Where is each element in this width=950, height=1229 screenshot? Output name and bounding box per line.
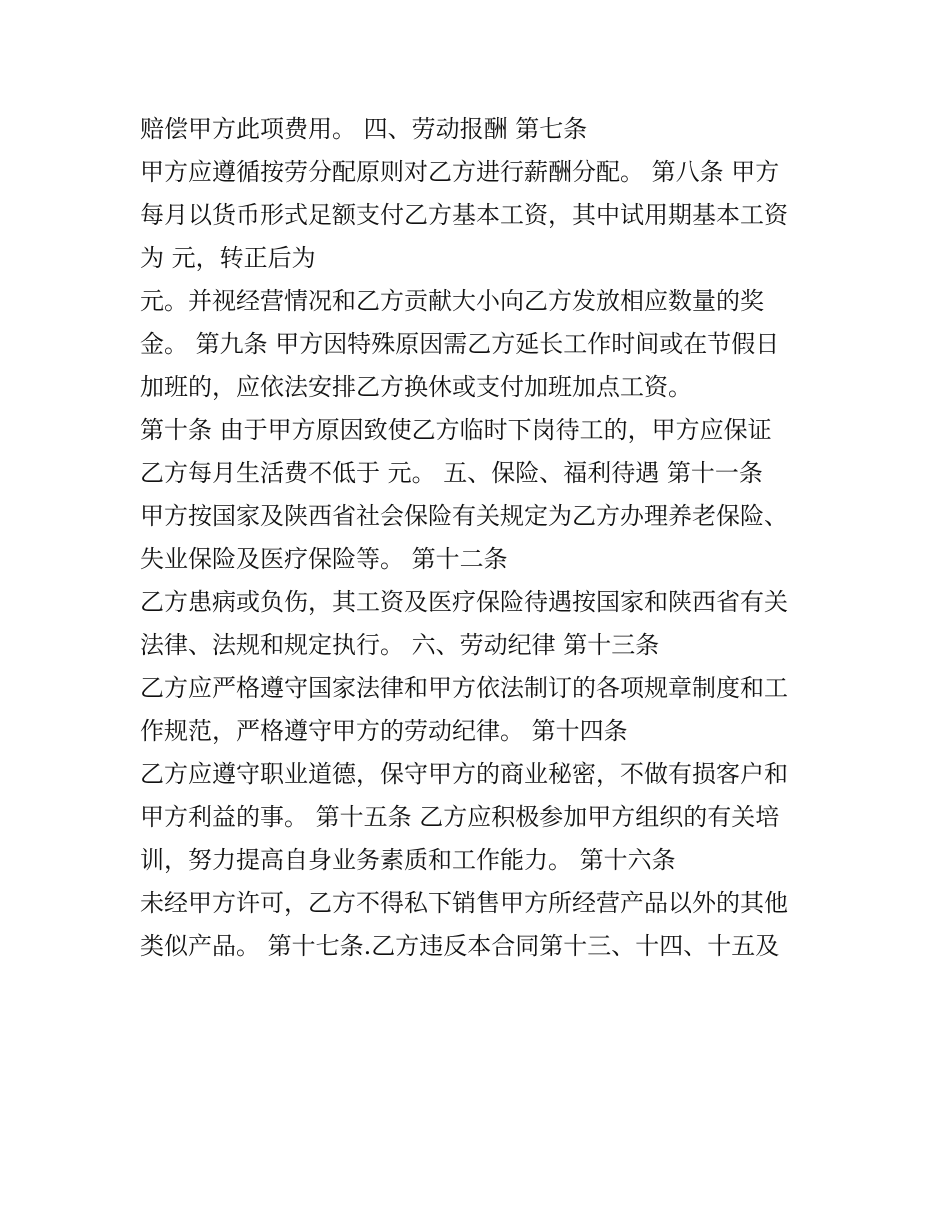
text-line: 加班的，应依法安排乙方换休或支付加班加点工资。 (140, 373, 692, 401)
text-line: 类似产品。 第十七条.乙方违反本合同第十三、十四、十五及 (140, 932, 780, 960)
text-line: 第十条 由于甲方原因致使乙方临时下岗待工的，甲方应保证 (140, 416, 772, 444)
text-line: 乙方患病或负伤，其工资及医疗保险待遇按国家和陕西省有关 (140, 588, 788, 616)
text-line: 为 元，转正后为 (140, 244, 316, 272)
text-line: 训，努力提高自身业务素质和工作能力。 第十六条 (140, 846, 676, 874)
text-line: 未经甲方许可，乙方不得私下销售甲方所经营产品以外的其他 (140, 889, 788, 917)
text-line: 作规范，严格遵守甲方的劳动纪律。 第十四条 (140, 717, 628, 745)
text-line: 每月以货币形式足额支付乙方基本工资，其中试用期基本工资 (140, 201, 788, 229)
text-line: 乙方应遵守职业道德，保守甲方的商业秘密，不做有损客户和 (140, 760, 788, 788)
text-line: 赔偿甲方此项费用。 四、劳动报酬 第七条 (140, 115, 588, 143)
text-line: 元。并视经营情况和乙方贡献大小向乙方发放相应数量的奖 (140, 287, 764, 315)
text-line: 甲方应遵循按劳分配原则对乙方进行薪酬分配。 第八条 甲方 (140, 158, 780, 186)
text-line: 甲方利益的事。 第十五条 乙方应积极参加甲方组织的有关培 (140, 803, 780, 831)
text-line: 法律、法规和规定执行。 六、劳动纪律 第十三条 (140, 631, 660, 659)
text-line: 甲方按国家及陕西省社会保险有关规定为乙方办理养老保险、 (140, 502, 788, 530)
contract-text-body (140, 108, 830, 968)
text-line: 失业保险及医疗保险等。 第十二条 (140, 545, 508, 573)
text-line: 乙方每月生活费不低于 元。 五、保险、福利待遇 第十一条 (140, 459, 763, 487)
text-line: 乙方应严格遵守国家法律和甲方依法制订的各项规章制度和工 (140, 674, 788, 702)
text-line: 金。 第九条 甲方因特殊原因需乙方延长工作时间或在节假日 (140, 330, 780, 358)
